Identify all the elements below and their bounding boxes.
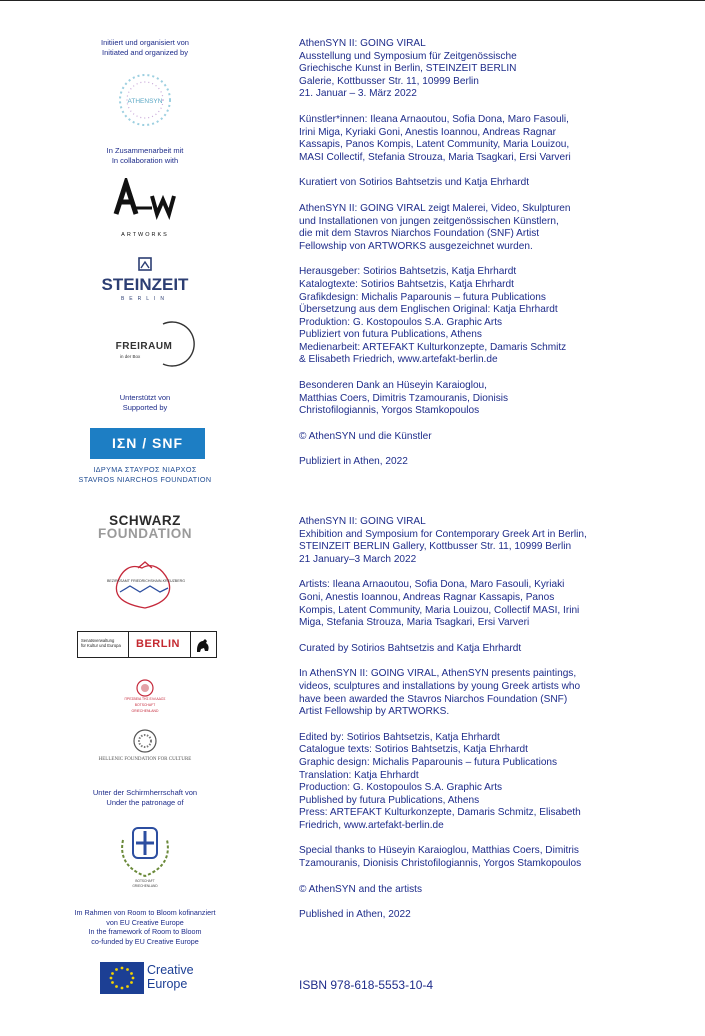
freiraum-logo	[60, 320, 230, 368]
svg-text:BOTSCHAFT: BOTSCHAFT	[135, 879, 155, 883]
snf-logo	[60, 428, 230, 484]
de-block-thanks: Besonderen Dank an Hüseyin Karaioglou, Matthias Coers, Dimitris Tzamouranis, Dionisis Christofilogiannis, Yorgos Stamkopoulos	[299, 380, 509, 417]
snf-english: STAVROS NIARCHOS FOUNDATION	[78, 475, 212, 484]
snf-greek: ΙΔΡΥΜΑ ΣΤΑΥΡΟΣ ΝΙΑΡΧΟΣ	[93, 465, 197, 474]
steinzeit-logo	[60, 256, 230, 306]
en-block-published: Published in Athen, 2022	[299, 909, 411, 921]
snf-box: ΙΣΝ / SNF	[90, 428, 205, 459]
en-block-artists: Artists: Ileana Arnaoutou, Sofia Dona, Maro Fasouli, Kyriaki Goni, Anestis Ioannou, Andreas Ragnar Kassapis, Panos Kompis, Latent Community, Maria Louizou, Collectif MASI, Irini Miga, Stefania Strouza, Maria Tsagkari, Ersi Varveri	[299, 579, 580, 629]
svg-text:ARTWORKS: ARTWORKS	[121, 232, 169, 238]
colophon-english	[299, 516, 629, 935]
greek-embassy-logo	[60, 676, 230, 716]
de-block-curated: Kuratiert von Sotirios Bahtsetzis und Katja Ehrhardt	[299, 177, 530, 189]
supported-label: Unterstützt von Supported by	[119, 393, 171, 412]
berlin-bear-icon	[194, 636, 212, 654]
svg-text:ATHENSYN: ATHENSYN	[127, 98, 163, 105]
svg-text:GRIECHENLAND: GRIECHENLAND	[132, 884, 158, 888]
svg-text:BOTSCHAFT: BOTSCHAFT	[134, 703, 156, 707]
initiated-label: Initiiert und organisiert von Initiated and organized by	[101, 38, 189, 57]
sponsor-column	[60, 0, 230, 1036]
colophon-german	[299, 38, 629, 482]
svg-text:STEINZEIT: STEINZEIT	[101, 275, 189, 294]
en-block-copyright: © AthenSYN and the artists	[299, 883, 423, 895]
en-block-title: AthenSYN II: GOING VIRAL Exhibition and Symposium for Contemporary Greek Art in Berlin, STEINZEIT BERLIN Gallery, Kottbusser Str. 11, 10999 Berlin 21 January–3 March 2022	[299, 516, 587, 565]
svg-text:BEZIRKSAMT FRIEDRICHSHAIN-KREU: BEZIRKSAMT FRIEDRICHSHAIN-KREUZBERG	[106, 579, 186, 583]
de-block-artists: Künstler*innen: Ileana Arnaoutou, Sofia Dona, Maro Fasouli, Irini Miga, Kyriaki Goni, Anestis Ioannou, Andreas Ragnar Kassapis, Panos Kompis, Latent Community, Maria Louizou, MASI Collectif, Stefania Strouza, Maria Tsagkari, Ersi Varveri	[299, 113, 571, 163]
collab-label: In Zusammenarbeit mit In collaboration with	[106, 146, 184, 165]
de-block-credits: Herausgeber: Sotirios Bahtsetzis, Katja Ehrhardt Katalogtexte: Sotirios Bahtsetzis, Katja Ehrhardt Grafikdesign: Michalis Paparounis – futura Publications Übersetzung aus dem Englischen Original: Katja Ehrhardt Produktion: G. Kostopoulos S.A. Graphic Arts Publiziert von futura Publications, Athens Medienarbeit: ARTEFAKT Kulturkonzepte, Damaris Schmitz & Elisabeth Friedrich, www.artefakt-berlin.de	[299, 266, 567, 366]
svg-text:ΠΡΕΣΒΕΙΑ ΤΗΣ ΕΛΛΑΔΟΣ: ΠΡΕΣΒΕΙΑ ΤΗΣ ΕΛΛΑΔΟΣ	[124, 697, 166, 701]
de-block-title: AthenSYN II: GOING VIRAL Ausstellung und Symposium für Zeitgenössische Griechische Kunst in Berlin, STEINZEIT BERLIN Galerie, Kottbusser Str. 11, 10999 Berlin 21. Januar – 3. März 2022	[299, 38, 517, 100]
schwarz-foundation-logo: SCHWARZ FOUNDATION	[98, 513, 192, 541]
svg-text:FREIRAUM: FREIRAUM	[115, 341, 173, 352]
de-block-published: Publiziert in Athen, 2022	[299, 456, 408, 468]
artworks-logo	[60, 178, 230, 240]
creative-europe-text: Creative Europe	[147, 963, 194, 991]
berlin-logo	[77, 631, 217, 658]
en-block-thanks: Special thanks to Hüseyin Karaioglou, Matthias Coers, Dimitris Tzamouranis, Dionisis Christofilogiannis, Yorgos Stamkopoulos	[299, 845, 582, 870]
en-block-description: In AthenSYN II: GOING VIRAL, AthenSYN presents paintings, videos, sculptures and installations by young Greek artists who have been awarded the Stavros Niarchos Foundation (SNF) Artist Fellowship by ARTWORKS.	[299, 668, 581, 718]
hellenic-foundation-logo	[60, 728, 230, 764]
en-block-curated: Curated by Sotirios Bahtsetzis and Katja Ehrhardt	[299, 642, 522, 654]
berlin-label: BERLIN	[136, 638, 180, 650]
de-block-copyright: © AthenSYN und die Künstler	[299, 430, 432, 442]
bezirksamt-logo	[60, 560, 230, 612]
svg-text:HELLENIC FOUNDATION FOR CULTUR: HELLENIC FOUNDATION FOR CULTURE	[98, 757, 192, 762]
svg-text:BERLIN: BERLIN	[120, 296, 170, 302]
de-block-description: AthenSYN II: GOING VIRAL zeigt Malerei, Video, Skulpturen und Installationen von jungen zeitgenössischen Künstlern, die mit dem Stavros Niarchos Foundation (SNF) Artist Fellowship von ARTWORKS ausgezeichnet wurden.	[299, 202, 571, 252]
berlin-senat-text: Senatsverwaltung für Kultur und Europa	[81, 638, 121, 649]
patronage-label: Unter der Schirmherrschaft von Under the patronage of	[92, 788, 198, 807]
athensyn-logo	[60, 70, 230, 130]
isbn: ISBN 978-618-5553-10-4	[299, 978, 434, 992]
greek-coat-of-arms-logo	[60, 818, 230, 892]
eu-funding-label: Im Rahmen von Room to Bloom kofinanziert von EU Creative Europe In the framework of Room to Bloom co-funded by EU Creative Europe	[74, 908, 216, 946]
eu-flag-icon	[100, 962, 144, 994]
svg-text:GRIECHENLAND: GRIECHENLAND	[131, 709, 159, 713]
en-block-credits: Edited by: Sotirios Bahtsetzis, Katja Ehrhardt Catalogue texts: Sotirios Bahtsetzis, Katja Ehrhardt Graphic design: Michalis Paparounis – futura Publications Translation: Katja Ehrhardt Production: G. Kostopoulos S.A. Graphic Arts Published by futura Publications, Athens Press: ARTEFAKT Kulturkonzepte, Damaris Schmitz, Elisabeth Friedrich, www.artefakt-berlin.de	[299, 731, 581, 831]
svg-text:in der Box: in der Box	[120, 354, 141, 359]
